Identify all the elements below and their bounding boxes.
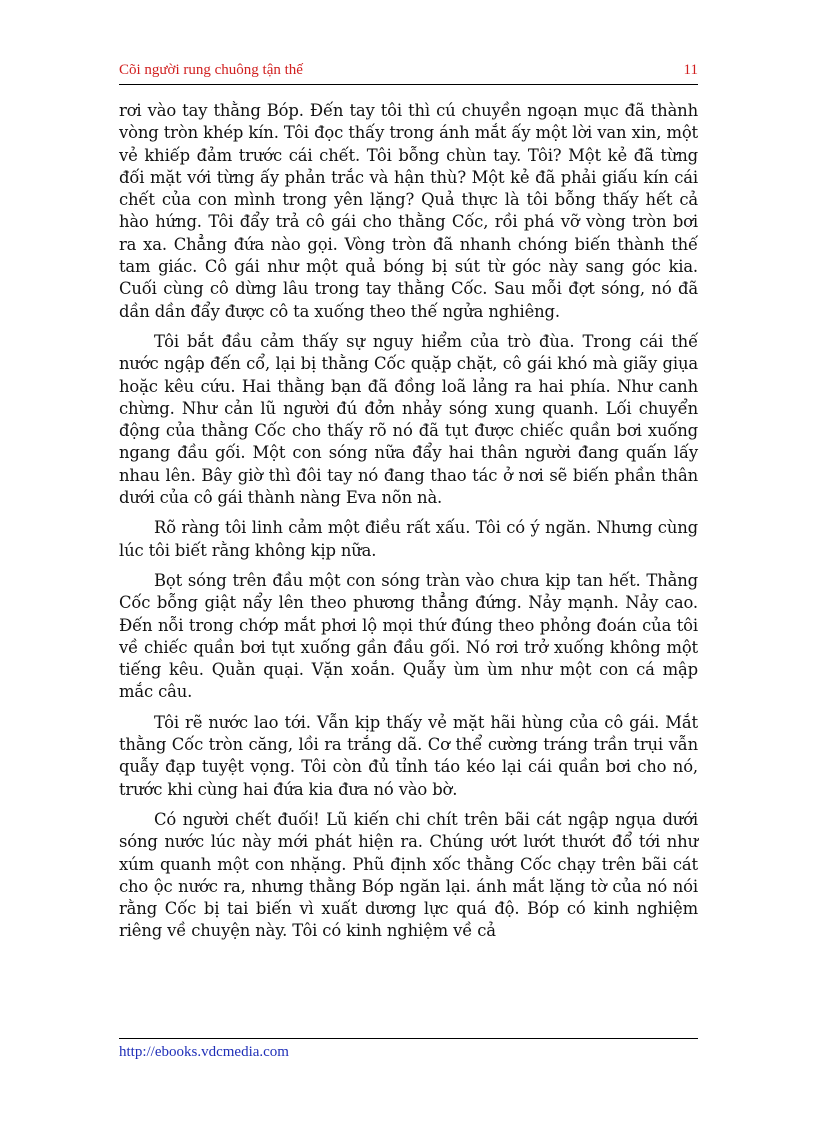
paragraph-2: Tôi bắt đầu cảm thấy sự nguy hiểm của trò đùa. Trong cái thế nước ngập đến cổ, lại bị thằng Cốc quặp chặt, cô gái khó mà giãy giụa hoặc kêu cứu. Hai thằng bạn đã đồng loã lảng ra hai phía. Như canh chừng. Như cản lũ người đú đởn nhảy sóng xung quanh. Lối chuyển động của thằng Cốc cho thấy rõ nó đã tụt được chiếc quần bơi xuống ngang đầu gối. Một con sóng nữa đẩy hai thân người đang quấn lấy nhau lên. Bây giờ thì đôi tay nó đang thao tác ở nơi sẽ biến phần thân dưới của cô gái thành nàng Eva nõn nà. <box>119 331 698 508</box>
paragraph-4: Bọt sóng trên đầu một con sóng tràn vào chưa kịp tan hết. Thằng Cốc bỗng giật nẩy lên theo phương thẳng đứng. Nảy mạnh. Nảy cao. Đến nỗi trong chớp mắt phơi lộ mọi thứ đúng theo phỏng đoán của tôi về chiếc quần bơi tụt xuống gần đầu gối. Nó rơi trở xuống không một tiếng kêu. Quằn quại. Vặn xoắn. Quẫy ùm ùm như một con cá mập mắc câu. <box>119 570 698 702</box>
paragraph-6: Có người chết đuối! Lũ kiến chi chít trên bãi cát ngập ngụa dưới sóng nước lúc này mới phát hiện ra. Chúng ướt lướt thướt đổ tới như xúm quanh một con nhặng. Phũ định xốc thằng Cốc chạy trên bãi cát cho ộc nước ra, nhưng thằng Bóp ngăn lại. ánh mắt lặng tờ của nó nói rằng Cốc bị tai biến vì xuất dương lực quá độ. Bóp có kinh nghiệm riêng về chuyện này. Tôi có kinh nghiệm về cả <box>119 809 698 941</box>
page-body <box>119 100 698 951</box>
footer-url-link[interactable]: http://ebooks.vdcmedia.com <box>119 1044 289 1060</box>
book-title: Cõi người rung chuông tận thế <box>119 62 303 78</box>
page-footer <box>119 1038 698 1061</box>
paragraph-5: Tôi rẽ nước lao tới. Vẫn kịp thấy vẻ mặt hãi hùng của cô gái. Mắt thằng Cốc tròn căng, lồi ra trắng dã. Cơ thể cường tráng trần trụi vẫn quẫy đạp tuyệt vọng. Tôi còn đủ tỉnh táo kéo lại cái quần bơi cho nó, trước khi cùng hai đứa kia đưa nó vào bờ. <box>119 712 698 799</box>
paragraph-1: rơi vào tay thằng Bóp. Đến tay tôi thì cú chuyền ngoạn mục đã thành vòng tròn khép kín. Tôi đọc thấy trong ánh mắt ấy một lời van xin, một vẻ khiếp đảm trước cái chết. Tôi bỗng chùn tay. Tôi? Một kẻ đã từng đối mặt với từng ấy phản trắc và hận thù? Một kẻ đã phải giấu kín cái chết của con mình trong yên lặng? Quả thực là tôi bỗng thấy hết cả hào hứng. Tôi đẩy trả cô gái cho thằng Cốc, rồi phá vỡ vòng tròn bơi ra xa. Chẳng đứa nào gọi. Vòng tròn đã nhanh chóng biến thành thế tam giác. Cô gái như một quả bóng bị sút từ góc này sang góc kia. Cuối cùng cô dừng lâu trong tay thằng Cốc. Sau mỗi đợt sóng, nó đã dần dần đẩy được cô ta xuống theo thế ngửa nghiêng. <box>119 101 698 321</box>
page-header <box>119 62 698 85</box>
page-number: 11 <box>683 62 698 78</box>
paragraph-3: Rõ ràng tôi linh cảm một điều rất xấu. Tôi có ý ngăn. Nhưng cùng lúc tôi biết rằng không kịp nữa. <box>119 518 698 560</box>
